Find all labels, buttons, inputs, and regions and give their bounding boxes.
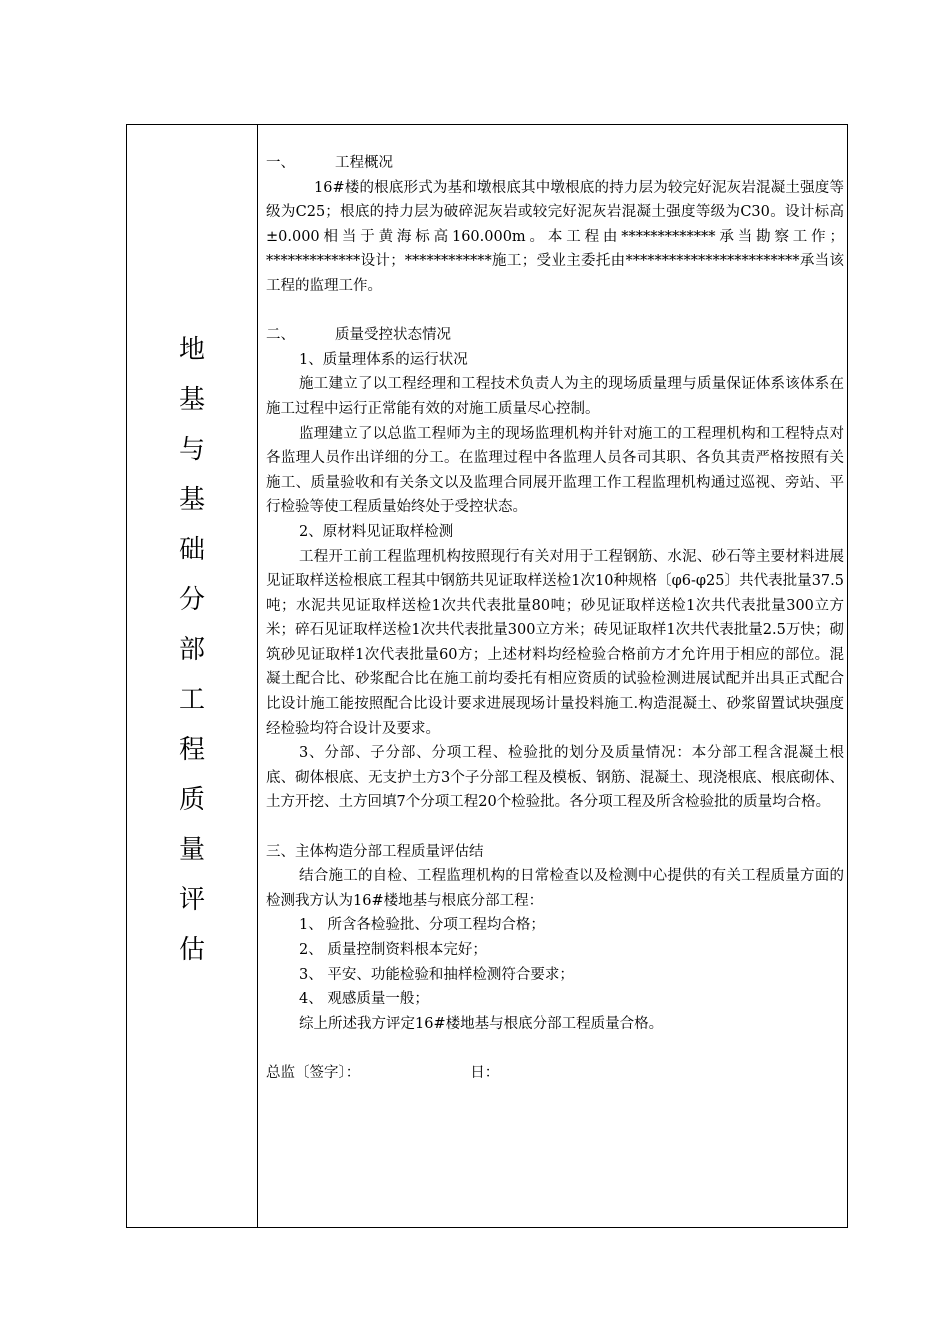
title-char: 工 [178, 685, 205, 715]
section-1-heading: 一、 工程概况 [266, 155, 393, 171]
left-title-cell [127, 125, 257, 1227]
title-char: 础 [178, 535, 205, 565]
list-item: 4、 观感质量一般； [299, 991, 429, 1008]
date-label: 日： [470, 1064, 500, 1081]
vertical-title [127, 325, 257, 975]
section-2-heading: 二、 质量受控状态情况 [266, 327, 451, 344]
evaluation-form-table [126, 124, 848, 1228]
section-1-paragraph: 16#楼的根底形式为基和墩根底其中墩根底的持力层为较完好泥灰岩混凝土强度等级为C25；根底的持力层为破碎泥灰岩或较完好泥灰岩混凝土强度等级为C30。设计标高±0.000相当于黄海标高160.000m。本工程由*************承当勘察工作；*************设计；************施工；受业主委托由************************承当该工程的监理工作。 [266, 179, 844, 294]
title-char: 基 [178, 485, 205, 515]
title-char: 地 [178, 335, 205, 365]
subsection-2-title: 2、原材料见证取样检测 [299, 523, 454, 540]
title-char: 评 [178, 885, 205, 915]
signature-label: 总监〔签字〕： [266, 1064, 361, 1081]
title-char: 程 [178, 735, 205, 765]
section-3-paragraph: 结合施工的自检、工程监理机构的日常检查以及检测中心提供的有关工程质量方面的检测我方认为16#楼地基与根底分部工程： [266, 868, 844, 909]
title-char: 质 [178, 785, 205, 815]
subsection-1-title: 1、质量理体系的运行状况 [299, 351, 468, 368]
title-char: 分 [178, 585, 205, 615]
title-char: 基 [178, 385, 205, 415]
subsection-3-paragraph: 3、分部、子分部、分项工程、检验批的划分及质量情况：本分部工程含混凝土根底、砌体根底、无支护土方3个子分部工程及模板、钢筋、混凝土、现浇根底、根底砌体、土方开挖、土方回填7个分项工程20个检验批。各分项工程及所含检验批的质量均合格。 [266, 745, 844, 811]
conclusion: 综上所述我方评定16#楼地基与根底分部工程质量合格。 [299, 1015, 664, 1032]
title-char: 部 [178, 635, 205, 665]
subsection-1-paragraph-1: 施工建立了以工程经理和工程技术负责人为主的现场质量理与质量保证体系该体系在施工过程中运行正常能有效的对施工质量尽心控制。 [266, 376, 844, 417]
subsection-2-paragraph: 工程开工前工程监理机构按照现行有关对用于工程钢筋、水泥、砂石等主要材料进展见证取样送检根底工程其中钢筋共见证取样送检1次10种规格〔φ6-φ25〕共代表批量37.5吨；水泥共见证取样送检1次共代表批量80吨；砂见证取样送检1次共代表批量300立方米；碎石见证取样送检1次共代表批量300立方米；砖见证取样1次共代表批量2.5万快；砌筑砂见证取样1次代表批量60方；上述材料均经检验合格前方才允许用于相应的部位。混凝土配合比、砂浆配合比在施工前均委托有相应资质的试验检测进展试配并出具正式配合比设计施工能按照配合比设计要求进展现场计量投料施工.构造混凝土、砂浆留置试块强度经检验均符合设计及要求。 [266, 548, 844, 737]
content-cell [266, 151, 844, 1086]
list-item: 1、 所含各检验批、分项工程均合格； [299, 917, 545, 934]
column-divider [257, 125, 258, 1227]
signature-line [266, 1061, 844, 1086]
list-item: 2、 质量控制资料根本完好； [299, 942, 487, 958]
section-3-heading: 三、主体构造分部工程质量评估结 [266, 843, 484, 860]
title-char: 与 [178, 435, 205, 465]
title-char: 估 [178, 935, 205, 965]
list-item: 3、 平安、功能检验和抽样检测符合要求； [299, 966, 574, 983]
title-char: 量 [178, 835, 205, 865]
subsection-1-paragraph-2: 监理建立了以总监工程师为主的现场监理机构并针对施工的工程理机构和工程特点对各监理人员作出详细的分工。在监理过程中各监理人员各司其职、各负其责严格按照有关施工、质量验收和有关条文以及监理合同展开监理工作工程监理机构通过巡视、旁站、平行检验等使工程质量始终处于受控状态。 [266, 425, 844, 516]
